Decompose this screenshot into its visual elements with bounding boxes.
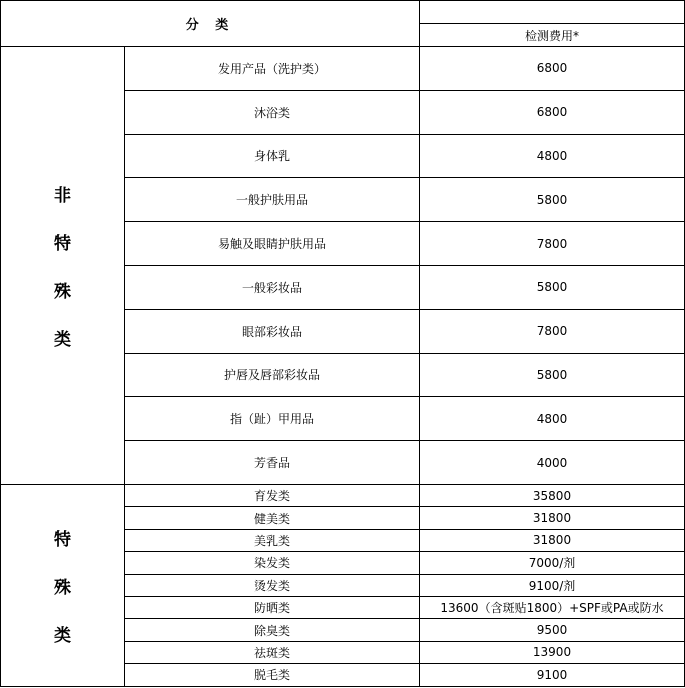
fee-cell: 7000/剂 — [528, 556, 576, 571]
fee-cell: 9100 — [536, 667, 568, 682]
fee-cell: 4800 — [536, 411, 568, 426]
group-label-special — [1, 485, 124, 686]
product-category-cell: 染发类 — [253, 556, 290, 571]
group-label-char: 类 — [54, 330, 71, 350]
product-category-cell: 祛斑类 — [253, 645, 290, 660]
product-category-cell: 除臭类 — [253, 623, 290, 638]
fee-cell: 31800 — [532, 533, 572, 548]
fee-cell: 4800 — [536, 148, 568, 163]
fee-cell: 4000 — [536, 455, 568, 470]
group-label-char: 类 — [54, 626, 71, 646]
product-category-cell: 身体乳 — [253, 149, 290, 164]
product-category-cell: 一般护肤用品 — [235, 193, 308, 208]
fee-cell: 6800 — [536, 61, 568, 76]
product-category-cell: 发用产品（洗护类） — [217, 61, 326, 76]
product-category-cell: 防晒类 — [253, 601, 290, 616]
category-header: 分 类 — [185, 18, 235, 33]
product-category-cell: 易触及眼睛护肤用品 — [217, 237, 326, 252]
fee-cell: 6800 — [536, 105, 568, 120]
product-category-cell: 烫发类 — [253, 578, 290, 593]
product-category-cell: 脱毛类 — [253, 668, 290, 683]
product-category-cell: 眼部彩妆品 — [241, 324, 302, 339]
fee-cell: 35800 — [532, 488, 572, 503]
product-category-cell: 护唇及唇部彩妆品 — [223, 368, 320, 383]
fee-cell: 13900 — [532, 645, 572, 660]
fee-cell: 9100/剂 — [528, 578, 576, 593]
fee-cell: 31800 — [532, 511, 572, 526]
fee-cell: 13600（含斑贴1800）+SPF或PA或防水 — [440, 601, 664, 616]
product-category-cell: 一般彩妆品 — [241, 280, 302, 295]
product-category-cell: 育发类 — [253, 489, 290, 504]
product-category-cell: 指（趾）甲用品 — [229, 412, 314, 427]
group-label-char: 殊 — [54, 282, 71, 302]
group-label-char: 特 — [54, 530, 71, 550]
product-category-cell: 美乳类 — [253, 533, 290, 548]
fee-header: 检测费用* — [524, 28, 579, 43]
fee-cell: 9500 — [536, 623, 568, 638]
fee-cell: 7800 — [536, 324, 568, 339]
product-category-cell: 健美类 — [253, 511, 290, 526]
table-bottom-border — [0, 686, 685, 687]
group-label-char: 非 — [54, 186, 71, 206]
fee-cell: 5800 — [536, 367, 568, 382]
group-label-char: 特 — [54, 234, 71, 254]
product-category-cell: 沐浴类 — [253, 105, 290, 120]
fee-cell: 7800 — [536, 236, 568, 251]
fee-cell: 5800 — [536, 192, 568, 207]
product-category-cell: 芳香品 — [253, 456, 290, 471]
group-label-char: 殊 — [54, 578, 71, 598]
group-label-non-special — [1, 47, 124, 484]
fee-cell: 5800 — [536, 280, 568, 295]
